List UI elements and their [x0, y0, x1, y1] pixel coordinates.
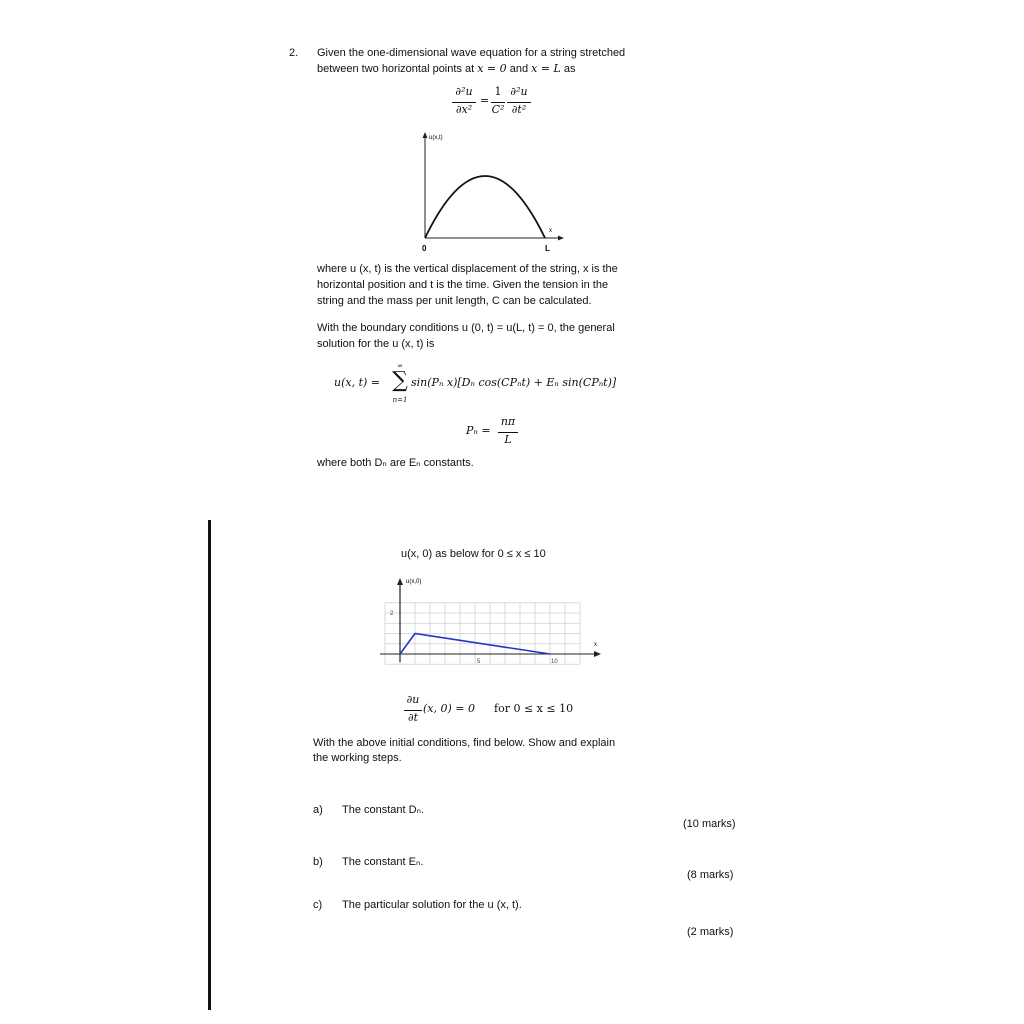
coef-numerator: 1 — [494, 85, 502, 98]
x-axis-label: x — [549, 228, 552, 234]
y-axis-arrow-icon — [397, 578, 403, 585]
sum-lower-limit: n=1 — [392, 396, 408, 404]
rhs-denominator: ∂t² — [511, 103, 527, 116]
summation-symbol: ∑ — [392, 368, 408, 393]
general-solution — [334, 362, 634, 408]
part-c-text: The particular solution for the u (x, t). — [342, 899, 522, 911]
part-c-label: c) — [313, 899, 323, 911]
string-curve — [425, 176, 545, 238]
y-axis-label: u(x,t) — [429, 135, 443, 141]
initial-condition-title: u(x, 0) as below for 0 ≤ x ≤ 10 — [401, 548, 546, 560]
boundary-conditions-line-2: solution for the u (x, t) is — [317, 338, 435, 350]
description-line-2: horizontal position and t is the time. Given the tension in the — [317, 279, 609, 291]
intro-line-1: Given the one-dimensional wave equation for a string stretched — [317, 47, 626, 59]
pn-lhs: Pₙ = — [466, 424, 491, 437]
sum-upper-limit: ∞ — [397, 362, 403, 370]
y-tick-label: 2 — [390, 611, 394, 617]
solution-body: sin(Pₙ x)[Dₙ cos(CPₙt) + Eₙ sin(CPₙt)] — [411, 376, 617, 389]
margin-bar — [208, 520, 211, 1010]
end-label: L — [545, 244, 550, 253]
part-a-text: The constant Dₙ. — [342, 804, 425, 816]
x-tick-label-10: 10 — [551, 659, 558, 665]
description-line-1: where u (x, t) is the vertical displacement of the string, x is the — [317, 263, 618, 275]
wave-equation — [452, 85, 532, 119]
x-axis-arrow-icon — [594, 651, 601, 657]
velocity-condition — [404, 693, 604, 727]
pn-definition — [466, 415, 526, 449]
lhs-denominator: ∂x² — [455, 103, 473, 116]
rhs-numerator: ∂²u — [510, 85, 528, 98]
velocity-rest: (x, 0) = 0 — [423, 702, 475, 715]
velocity-numerator: ∂u — [406, 693, 420, 706]
y-axis-label: u(x,0) — [406, 579, 422, 585]
part-b-marks: (8 marks) — [687, 869, 734, 881]
pn-denominator: L — [504, 433, 512, 446]
initial-displacement-chart — [376, 572, 606, 672]
part-a-label: a) — [313, 804, 323, 816]
equals-sign: = — [480, 94, 490, 107]
x-axis-arrow-icon — [558, 236, 564, 241]
x-tick-label-5: 5 — [477, 659, 481, 665]
part-b-label: b) — [313, 856, 323, 868]
x-axis-label: x — [594, 642, 597, 648]
part-a-marks: (10 marks) — [683, 818, 736, 830]
boundary-conditions-line-1: With the boundary conditions u (0, t) = u(L, t) = 0, the general — [317, 322, 615, 334]
description-line-3: string and the mass per unit length, C can be calculated. — [317, 295, 592, 307]
coef-denominator: C² — [491, 103, 505, 116]
velocity-range: for 0 ≤ x ≤ 10 — [494, 702, 574, 715]
pn-numerator: nπ — [500, 415, 516, 428]
string-displacement-figure — [412, 128, 572, 256]
velocity-denominator: ∂t — [407, 711, 419, 724]
origin-label: 0 — [422, 244, 427, 253]
instruction-line-1: With the above initial conditions, find below. Show and explain — [313, 737, 616, 749]
y-axis-arrow-icon — [423, 132, 428, 138]
part-c-marks: (2 marks) — [687, 926, 734, 938]
instruction-line-2: the working steps. — [313, 752, 402, 764]
intro-line-2: between two horizontal points at x = 0 and x = L as — [317, 62, 576, 75]
solution-lhs: u(x, t) = — [334, 376, 380, 389]
part-b-text: The constant Eₙ. — [342, 856, 424, 868]
question-number: 2. — [289, 47, 299, 59]
constants-line: where both Dₙ are Eₙ constants. — [317, 457, 474, 469]
lhs-numerator: ∂²u — [455, 85, 473, 98]
